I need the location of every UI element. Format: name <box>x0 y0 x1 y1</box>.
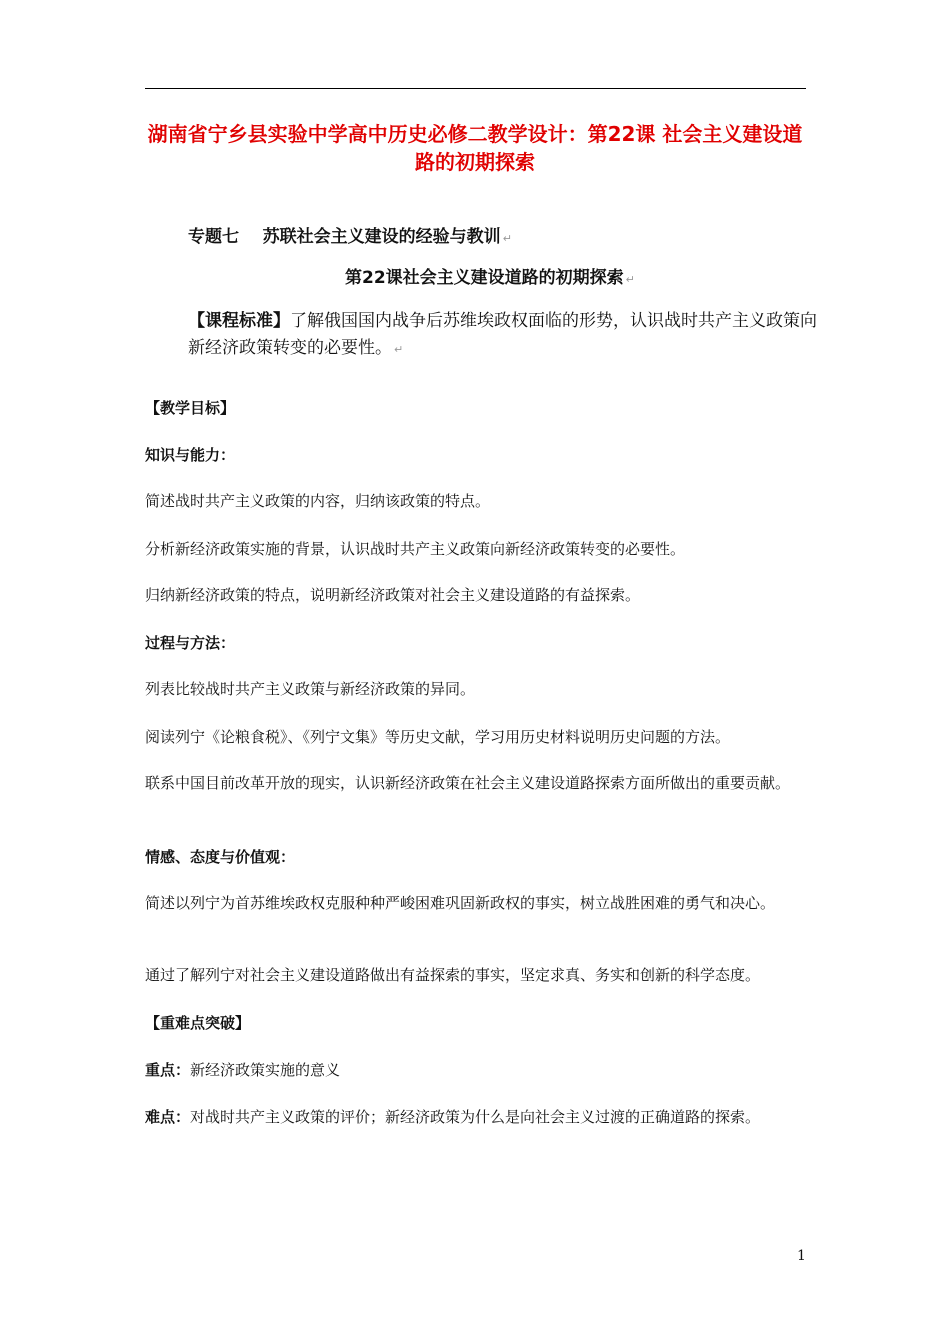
document-title: 湖南省宁乡县实验中学高中历史必修二教学设计：第22课 社会主义建设道路的初期探索 <box>147 122 803 174</box>
difficult-point-label: 难点： <box>145 1108 191 1126</box>
course-standard <box>188 308 818 363</box>
page-number: 1 <box>797 1248 806 1264</box>
process-item: 列表比较战时共产主义政策与新经济政策的异同。 <box>145 680 476 698</box>
process-item: 联系中国目前改革开放的现实，认识新经济政策在社会主义建设道路探索方面所做出的重要贡献。 <box>145 774 791 792</box>
key-point-text: 新经济政策实施的意义 <box>190 1061 341 1079</box>
process-item: 阅读列宁《论粮食税》、《列宁文集》等历史文献，学习用历史材料说明历史问题的方法。 <box>145 728 731 746</box>
topic-line <box>188 222 512 247</box>
knowledge-item: 归纳新经济政策的特点，说明新经济政策对社会主义建设道路的有益探索。 <box>145 586 641 604</box>
lesson-title-text: 第22课社会主义建设道路的初期探索 <box>345 268 624 288</box>
knowledge-item: 分析新经济政策实施的背景，认识战时共产主义政策向新经济政策转变的必要性。 <box>145 540 686 558</box>
difficult-point-text: 对战时共产主义政策的评价；新经济政策为什么是向社会主义过渡的正确道路的探索。 <box>190 1108 761 1126</box>
course-standard-text: 了解俄国国内战争后苏维埃政权面临的形势，认识战时共产主义政策向新经济政策转变的必要性。 <box>188 311 817 358</box>
paragraph-mark-icon: ↵ <box>394 343 404 356</box>
key-difficult-heading: 【重难点突破】 <box>145 1014 251 1032</box>
lesson-title <box>345 263 635 288</box>
difficult-point <box>145 1106 820 1128</box>
knowledge-item: 简述战时共产主义政策的内容，归纳该政策的特点。 <box>145 492 491 510</box>
knowledge-heading: 知识与能力： <box>145 446 236 464</box>
course-standard-label: 【课程标准】 <box>188 311 290 331</box>
goals-heading: 【教学目标】 <box>145 399 236 417</box>
topic-text: 专题七 苏联社会主义建设的经验与教训 <box>188 227 501 247</box>
key-point-label: 重点： <box>145 1061 191 1079</box>
paragraph-mark-icon: ↵ <box>625 273 635 286</box>
process-heading: 过程与方法： <box>145 634 236 652</box>
key-point <box>145 1059 820 1081</box>
emotion-item: 简述以列宁为首苏维埃政权克服种种严峻困难巩固新政权的事实，树立战胜困难的勇气和决心。 <box>145 894 776 912</box>
header-rule <box>145 88 806 89</box>
paragraph-mark-icon: ↵ <box>502 232 512 245</box>
emotion-item: 通过了解列宁对社会主义建设道路做出有益探索的事实，坚定求真、务实和创新的科学态度。 <box>145 966 761 984</box>
emotion-heading: 情感、态度与价值观： <box>145 848 296 866</box>
